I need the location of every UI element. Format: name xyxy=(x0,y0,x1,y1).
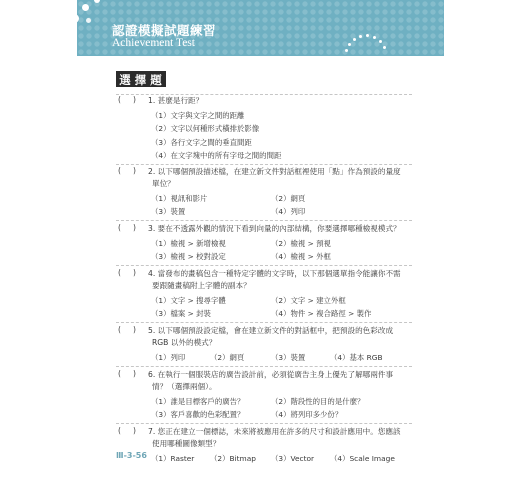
answer-blank: ( ) xyxy=(118,95,136,104)
option: （2）文字以何種形式橫排於影像 xyxy=(151,124,260,133)
option: （4）物件 > 複合路徑 > 製作 xyxy=(271,309,372,318)
decor-dot xyxy=(82,4,89,11)
option: （2）網頁 xyxy=(271,194,306,203)
section-badge xyxy=(116,71,166,87)
question-divider xyxy=(116,220,412,221)
option: （1）視訊和影片 xyxy=(151,194,208,203)
option: （2）檢視 > 預視 xyxy=(271,239,331,248)
option: （1）文字與文字之間的距離 xyxy=(151,111,245,120)
option: （1）文字 > 搜尋字體 xyxy=(151,296,226,305)
answer-blank: ( ) xyxy=(118,268,136,277)
option: （3）各行文字之間的垂直間距 xyxy=(151,138,252,147)
answer-blank: ( ) xyxy=(118,426,136,435)
option: （1）列印 xyxy=(151,353,186,362)
question-text: 要跟隨畫稿附上字體的副本？ xyxy=(152,281,251,290)
option: （4）Scale Image xyxy=(330,454,395,463)
page-number: Ⅲ-3-56 xyxy=(116,451,147,460)
option: （2）網頁 xyxy=(210,353,245,362)
banner-title: 認證模擬試題練習 xyxy=(112,23,217,38)
decor-dot xyxy=(94,0,100,3)
answer-blank: ( ) xyxy=(118,369,136,378)
question-text: RGB 以外的模式？ xyxy=(152,338,217,347)
option: （2）Bitmap xyxy=(210,454,256,463)
option: （3）Vector xyxy=(271,454,315,463)
option: （1）誰是目標客戶的廣告？ xyxy=(151,397,245,406)
option: （2）階段性的目的是什麼？ xyxy=(271,397,365,406)
question-text: 7. 您正在建立一個標誌，未來將被應用在許多的尺寸和設計應用中。您應該 xyxy=(148,427,401,436)
decor-dot xyxy=(70,14,79,23)
option: （3）裝置 xyxy=(271,353,306,362)
question-text: 使用哪種圖像類型？ xyxy=(152,439,221,448)
answer-blank: ( ) xyxy=(118,223,136,232)
option: （4）檢視 > 外框 xyxy=(271,252,331,261)
section-label: 選擇題 xyxy=(119,73,166,87)
question-divider xyxy=(116,423,412,424)
option: （3）裝置 xyxy=(151,207,186,216)
option: （4）基本 RGB xyxy=(330,353,383,362)
question-text: 5. 以下哪個預設設定檔，會在建立新文件的對話框中，把預設的色彩改成 xyxy=(148,326,394,335)
question-divider xyxy=(116,164,412,165)
option: （1）檢視 > 新增檢視 xyxy=(151,239,226,248)
header-banner xyxy=(77,0,444,56)
question-divider xyxy=(116,322,412,323)
question-text: 情？（選擇兩個）。 xyxy=(152,382,217,391)
question-text: 1. 甚麼是行距？ xyxy=(148,96,204,105)
option: （4）在文字塊中的所有字母之間的間距 xyxy=(151,151,282,160)
option: （3）檔案 > 封裝 xyxy=(151,309,211,318)
option: （4）列印 xyxy=(271,207,306,216)
question-divider xyxy=(116,265,412,266)
question-divider xyxy=(116,366,412,367)
option: （1）Raster xyxy=(151,454,195,463)
decor-dot xyxy=(86,18,91,23)
banner-subtitle: Achievement Test xyxy=(112,37,195,49)
option: （3）客戶喜歡的色彩配置？ xyxy=(151,410,245,419)
answer-blank: ( ) xyxy=(118,325,136,334)
question-text: 3. 要在不透露外觀的情況下看到向量的內部結構，你要選擇哪種檢視模式？ xyxy=(148,224,401,233)
question-text: 2. 以下哪個預設描述檔，在建立新文件對話框裡使用「點」作為預設的量度 xyxy=(148,167,401,176)
question-text: 單位？ xyxy=(152,179,175,188)
option: （4）將列印多少份？ xyxy=(271,410,343,419)
answer-blank: ( ) xyxy=(118,166,136,175)
question-text: 4. 當發布的畫稿包含一種特定字體的文字時，以下那個選單指令能讓你不需 xyxy=(148,269,401,278)
question-text: 6. 在執行一個服裝店的廣告設計前，必須從廣告主身上優先了解哪兩件事 xyxy=(148,370,394,379)
option: （3）檢視 > 校對設定 xyxy=(151,252,226,261)
option: （2）文字 > 建立外框 xyxy=(271,296,346,305)
